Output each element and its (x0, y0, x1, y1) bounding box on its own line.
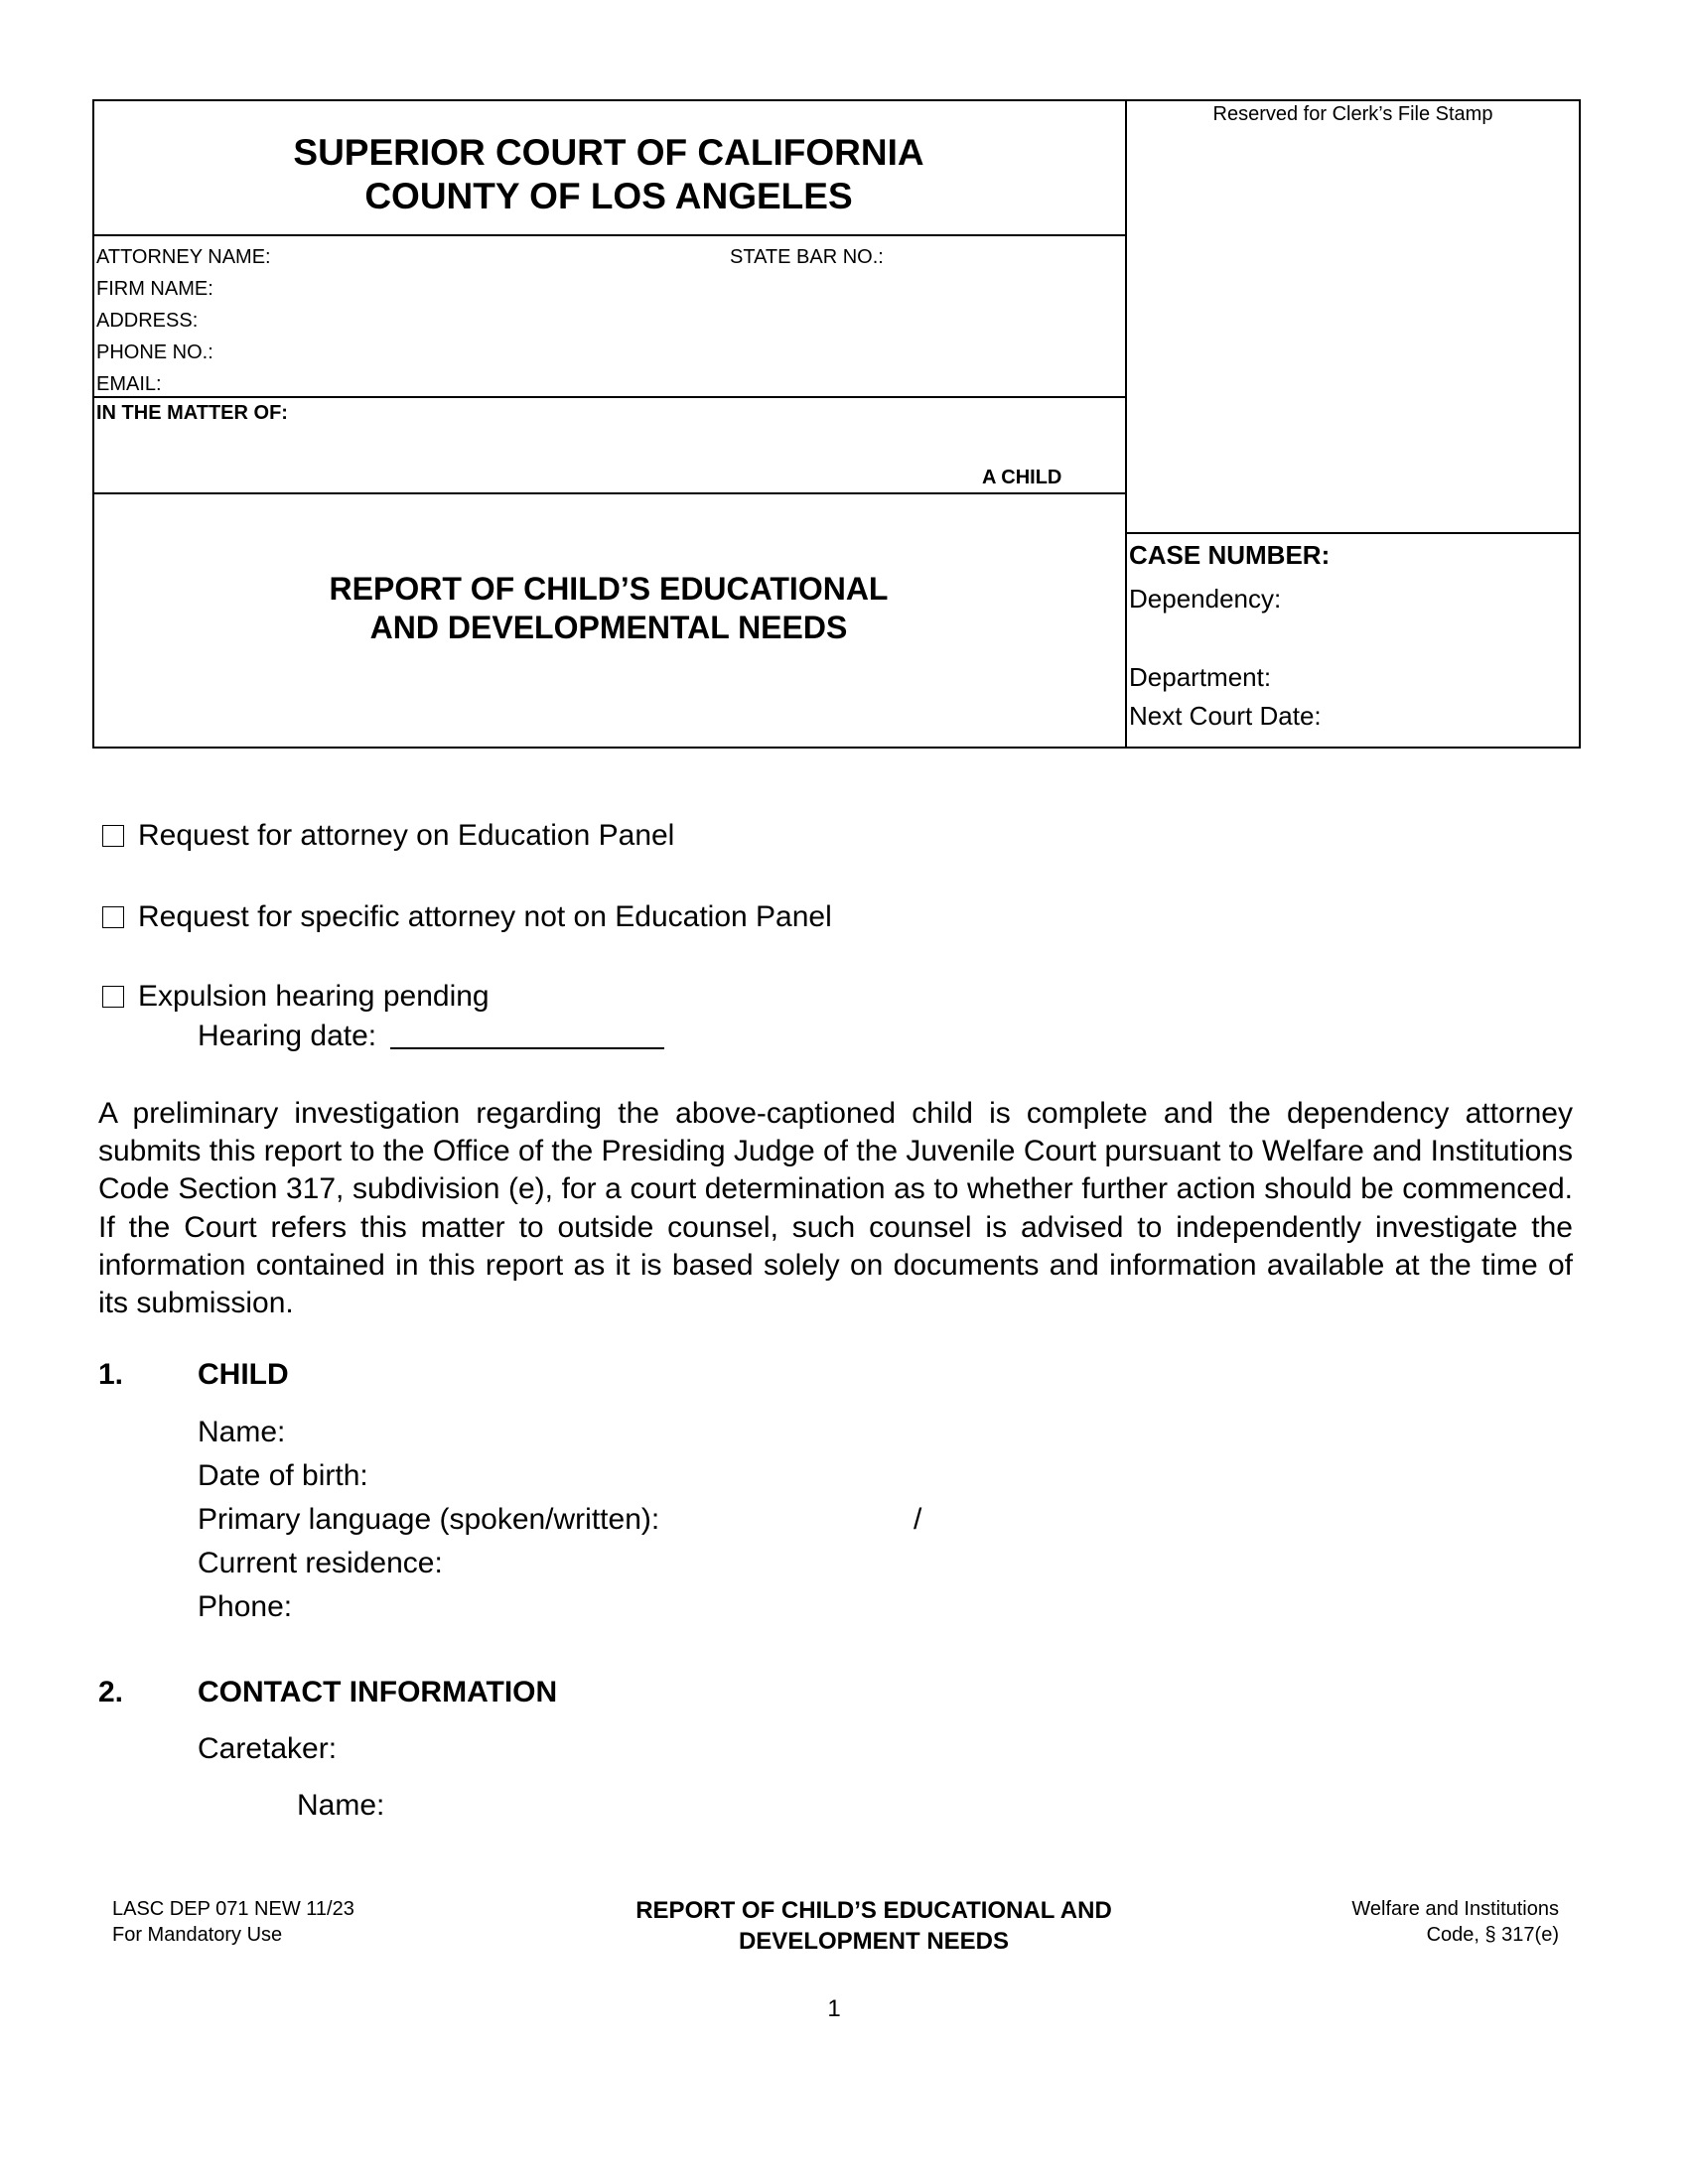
checkbox[interactable] (102, 986, 124, 1008)
divider (92, 234, 1126, 236)
code-line-1: Welfare and Institutions (1351, 1898, 1559, 1920)
checkbox-item-specific-attorney[interactable] (102, 900, 832, 934)
firm-name-label: FIRM NAME: (96, 278, 213, 300)
checkbox-item-expulsion-hearing[interactable] (102, 980, 490, 1014)
doc-title-line-2: AND DEVELOPMENTAL NEEDS (369, 610, 848, 645)
matter-of-label: IN THE MATTER OF: (96, 402, 288, 424)
section-1-number: 1. (98, 1358, 124, 1391)
child-residence-label: Current residence: (198, 1547, 443, 1579)
court-line-2: COUNTY OF LOS ANGELES (364, 176, 853, 216)
court-line-1: SUPERIOR COURT OF CALIFORNIA (293, 132, 924, 173)
page-number: 1 (827, 1995, 841, 2022)
divider (1125, 532, 1579, 534)
next-court-date-label: Next Court Date: (1129, 701, 1322, 731)
checkbox[interactable] (102, 906, 124, 928)
hearing-date-label: Hearing date: (198, 1020, 377, 1052)
child-name-label: Name: (198, 1416, 286, 1448)
footer-title-line-2: DEVELOPMENT NEEDS (738, 1928, 1010, 1955)
dependency-label: Dependency: (1129, 584, 1282, 614)
child-language-label: Primary language (spoken/written): (198, 1503, 660, 1536)
footer-title (526, 1895, 1221, 1957)
mandatory-use: For Mandatory Use (112, 1924, 283, 1946)
footer-title-line-1: REPORT OF CHILD’S EDUCATIONAL AND (635, 1897, 1112, 1924)
checkbox-label: Expulsion hearing pending (138, 980, 490, 1013)
child-phone-label: Phone: (198, 1590, 293, 1623)
doc-title-line-1: REPORT OF CHILD’S EDUCATIONAL (329, 571, 889, 607)
language-slash: / (914, 1503, 922, 1536)
caretaker-name-label: Name: (297, 1789, 385, 1822)
phone-label: PHONE NO.: (96, 341, 213, 363)
checkbox-label: Request for specific attorney not on Education Panel (138, 900, 832, 933)
code-line-2: Code, § 317(e) (1426, 1924, 1559, 1946)
intro-paragraph: A preliminary investigation regarding the above-captioned child is complete and the dependency attorney submits this report to the Office of the Presiding Judge of the Juvenile Court pursuant to Welfare and Institutions Code Section 317, subdivision (e), for a court determination as to whether further action should be commenced. If the Court refers this matter to outside counsel, such counsel is advised to independently investigate the information contained in this report as it is based solely on documents and information available at the time of its submission. (98, 1097, 1573, 1320)
checkbox-label: Request for attorney on Education Panel (138, 819, 675, 852)
footer-code (1251, 1896, 1559, 1948)
caption-divider (1125, 99, 1127, 747)
state-bar-label: STATE BAR NO.: (730, 246, 884, 268)
case-number-label: CASE NUMBER: (1129, 540, 1331, 570)
document-title (92, 570, 1125, 647)
address-label: ADDRESS: (96, 310, 199, 332)
email-label: EMAIL: (96, 373, 162, 395)
hearing-date-blank[interactable] (390, 1020, 664, 1049)
caretaker-label: Caretaker: (198, 1732, 338, 1765)
checkbox[interactable] (102, 825, 124, 847)
a-child-label: A CHILD (982, 467, 1062, 488)
child-dob-label: Date of birth: (198, 1459, 368, 1492)
clerk-stamp-label: Reserved for Clerk’s File Stamp (1212, 103, 1493, 125)
attorney-name-label: ATTORNEY NAME: (96, 246, 271, 268)
section-1-title: CHILD (198, 1358, 289, 1391)
court-name (92, 131, 1125, 218)
form-id: LASC DEP 071 NEW 11/23 (112, 1898, 354, 1920)
hearing-date-field[interactable] (198, 1020, 664, 1053)
checkbox-item-education-panel[interactable] (102, 819, 674, 853)
department-label: Department: (1129, 662, 1272, 692)
divider (92, 492, 1126, 494)
section-2-title: CONTACT INFORMATION (198, 1676, 558, 1708)
footer-form-id (112, 1896, 354, 1948)
section-2-number: 2. (98, 1676, 124, 1708)
